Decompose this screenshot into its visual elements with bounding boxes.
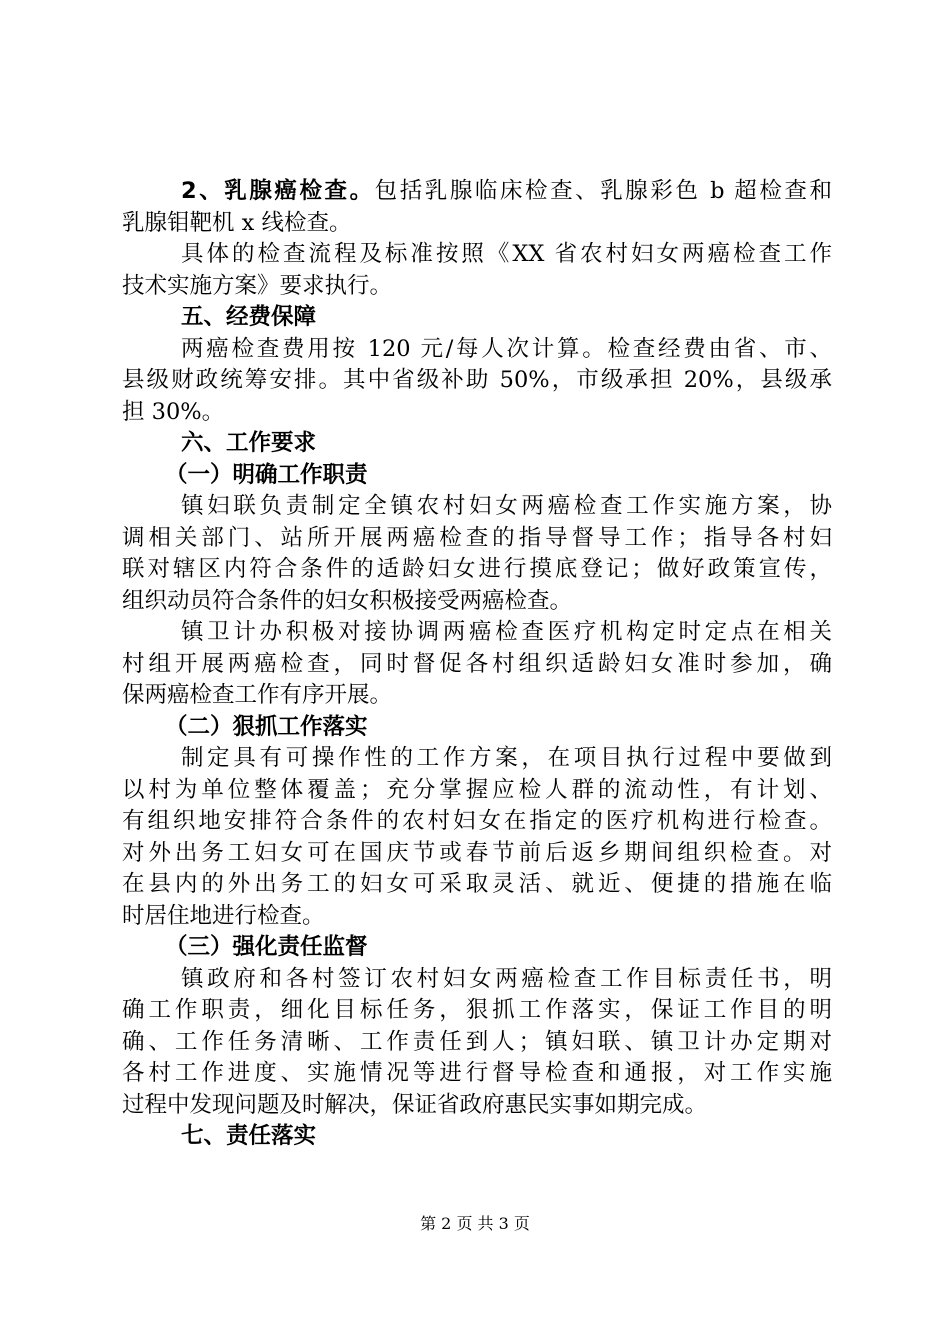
section-heading-6: 六、工作要求 <box>181 430 317 456</box>
paragraph-line: 联对辖区内符合条件的适龄妇女进行摸底登记；做好政策宣传， <box>122 556 832 582</box>
paragraph-line: 县级财政统筹安排。其中省级补助 50%，市级承担 20%，县级承 <box>122 367 832 393</box>
paragraph-line: 组织动员符合条件的妇女积极接受两癌检查。 <box>122 587 573 614</box>
paragraph-line: 确工作职责，细化目标任务，狠抓工作落实，保证工作目的明 <box>122 997 832 1023</box>
paragraph-line: 乳腺钼靶机 x 线检查。 <box>122 209 352 236</box>
item-heading-breast-cancer: 2、乳腺癌检查。 <box>181 178 375 204</box>
paragraph-line: 技术实施方案》要求执行。 <box>122 272 393 299</box>
paragraph-line: 镇政府和各村签订农村妇女两癌检查工作目标责任书，明 <box>181 965 832 992</box>
paragraph-line: 镇妇联负责制定全镇农村妇女两癌检查工作实施方案，协 <box>181 493 832 519</box>
subsection-heading-6-1: （一）明确工作职责 <box>165 461 368 488</box>
paragraph-line: 在县内的外出务工的妇女可采取灵活、就近、便捷的措施在临 <box>122 871 832 897</box>
paragraph-line: 具体的检查流程及标准按照《XX 省农村妇女两癌检查工作 <box>181 241 832 267</box>
section-heading-5: 五、经费保障 <box>181 304 317 330</box>
paragraph-line: 镇卫计办积极对接协调两癌检查医疗机构定时定点在相关 <box>181 619 832 645</box>
paragraph-line: 有组织地安排符合条件的农村妇女在指定的医疗机构进行检查。 <box>122 808 832 834</box>
document-body <box>122 176 832 1153</box>
paragraph-line: 调相关部门、站所开展两癌检查的指导督导工作；指导各村妇 <box>122 524 832 551</box>
item-text: 包括乳腺临床检查、乳腺彩色 b 超检查和 <box>374 178 832 204</box>
paragraph-breast-cancer-line-1 <box>122 176 832 208</box>
paragraph-line: 过程中发现问题及时解决，保证省政府惠民实事如期完成。 <box>122 1091 708 1118</box>
paragraph-line: 对外出务工妇女可在国庆节或春节前后返乡期间组织检查。对 <box>122 839 832 866</box>
paragraph-line: 各村工作进度、实施情况等进行督导检查和通报，对工作实施 <box>122 1060 832 1086</box>
section-heading-7: 七、责任落实 <box>181 1123 317 1149</box>
paragraph-line: 村组开展两癌检查，同时督促各村组织适龄妇女准时参加，确 <box>122 650 832 677</box>
subsection-heading-6-3: （三）强化责任监督 <box>165 934 368 960</box>
paragraph-line: 两癌检查费用按 120 元/每人次计算。检查经费由省、市、 <box>181 335 832 362</box>
paragraph-line: 确、工作任务清晰、工作责任到人；镇妇联、镇卫计办定期对 <box>122 1028 832 1055</box>
subsection-heading-6-2: （二）狠抓工作落实 <box>165 713 368 740</box>
page-footer-page-number: 第 2 页 共 3 页 <box>420 1214 530 1233</box>
paragraph-line: 以村为单位整体覆盖；充分掌握应检人群的流动性，有计划、 <box>122 776 832 803</box>
paragraph-line: 担 30%。 <box>122 398 225 425</box>
paragraph-line: 保两癌检查工作有序开展。 <box>122 682 393 708</box>
paragraph-line: 制定具有可操作性的工作方案，在项目执行过程中要做到 <box>181 745 832 771</box>
paragraph-line: 时居住地进行检查。 <box>122 902 325 929</box>
